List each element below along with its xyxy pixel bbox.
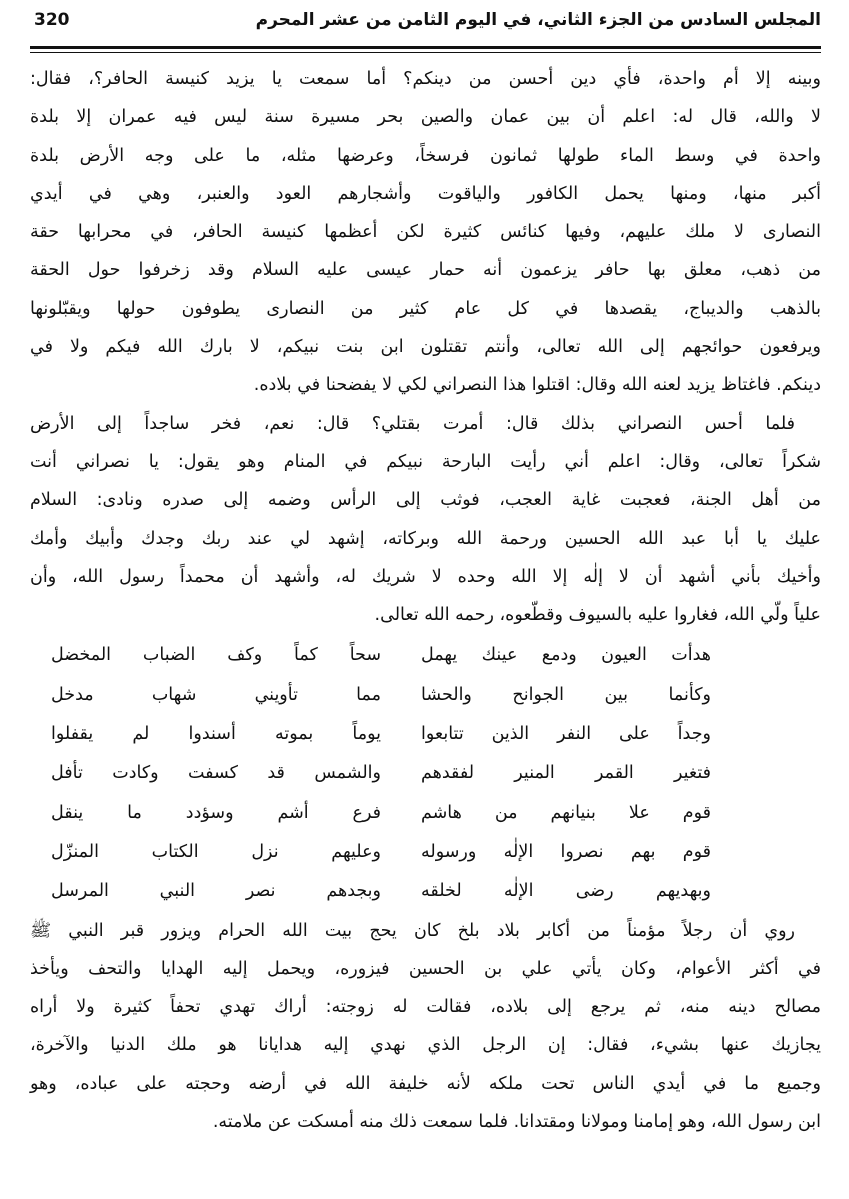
text-line: واحدة في وسط الماء طولها ثمانون فرسخاً، وعرضها مثله، ما على وجه الأرض بلدة — [30, 145, 821, 166]
second-hemistich: وبجدهم نصر النبي المرسل — [51, 881, 381, 902]
text-line: وجميع ما في أيدي الناس تحت ملكه لأنه خليفة الله في أرضه وحجته على عباده، وهو — [30, 1073, 821, 1094]
text-line: وبينه إلا أم واحدة، فأي دين أحسن من دينكم؟ أما سمعت يا يزيد كنيسة الحافر؟، فقال: — [30, 69, 821, 89]
text-line: في أكثر الأعوام، وكان يأتي علي بن الحسين فيزوره، ويحمل إليه الهدايا والتحف ويأخذ — [30, 958, 821, 979]
text-line: لا والله، قال له: اعلم أن بين عمان والصين بحر مسيرة سنة ليس فيه عمران إلا بلدة — [30, 107, 821, 128]
text-line: عليك يا أبا عبد الله الحسين ورحمة الله وبركاته، إشهد لي عند ربك وجدك وأبيك وأمك — [30, 528, 821, 549]
second-hemistich: وعليهم نزل الكتاب المنزّل — [51, 841, 381, 862]
chapter-title: المجلس السادس من الجزء الثاني، في اليوم الثامن من عشر المحرم — [255, 10, 821, 30]
first-hemistich: هدأت العيون ودمع عينك يهمل — [421, 645, 711, 666]
poem-verse — [30, 872, 821, 911]
first-hemistich: وجداً على النفر الذين تتابعوا — [421, 724, 711, 745]
header-rule-thick — [30, 46, 821, 49]
poem-verse — [30, 794, 821, 833]
text-line: مصالح دينه منه، ثم يرجع إلى بلاده، فقالت له زوجته: أراك تهدي تحفاً كثيرة ولا أراه — [30, 997, 821, 1018]
first-hemistich: قوم علا بنيانهم من هاشم — [421, 802, 711, 823]
page-number: 320 — [34, 10, 70, 30]
first-hemistich: وبهديهم رضى الإلٰه لخلقه — [421, 881, 711, 902]
poem-verse — [30, 754, 821, 793]
poem — [30, 636, 821, 911]
text-line: من أهل الجنة، فعجبت غاية العجب، فوثب إلى الرأس وضمه إلى صدره ونادى: السلام — [30, 490, 821, 511]
paragraph-2 — [30, 405, 821, 635]
page-body — [30, 60, 821, 1141]
text-line: ابن رسول الله، وهو إمامنا ومولانا ومقتدانا. فلما سمعت ذلك منه أمسكت عن ملامته. — [212, 1112, 821, 1133]
second-hemistich: مما تأويني شهاب مدخل — [51, 684, 381, 705]
second-hemistich: فرع أشم وسؤدد ما ينقل — [51, 802, 381, 823]
paragraph-3 — [30, 912, 821, 1142]
text-line: فلما أحس النصراني بذلك قال: أمرت بقتلي؟ قال: نعم، فخر ساجداً إلى الأرض — [30, 413, 795, 434]
text-line: دينكم. فاغتاظ يزيد لعنه الله وقال: اقتلوا هذا النصراني لكي لا يفضحنا في بلاده. — [253, 375, 821, 396]
text-line: بالذهب والديباج، يقصدها في كل عام كثير من النصارى يطوفون حولها ويقبّلونها — [30, 298, 821, 319]
poem-verse — [30, 636, 821, 675]
running-header — [30, 8, 821, 38]
first-hemistich: وكأنما بين الجوانح والحشا — [421, 684, 711, 705]
paragraph-1 — [30, 60, 821, 405]
text-line: أكبر منها، ومنها يحمل الكافور والياقوت وأشجارهم العود والعنبر، وهي في أيدي — [30, 183, 821, 204]
poem-verse — [30, 715, 821, 754]
text-line: وأخيك بأني أشهد أن لا إلٰه إلا الله وحده لا شريك له، وأشهد أن محمداً رسول الله، وأن — [30, 566, 821, 587]
text-line: علياً ولّي الله، فغاروا عليه بالسيوف وقطّعوه، رحمه الله تعالى. — [374, 605, 821, 626]
poem-verse — [30, 676, 821, 715]
second-hemistich: والشمس قد كسفت وكادت تأفل — [51, 763, 381, 784]
second-hemistich: يوماً بموته أسندوا لم يقفلوا — [51, 724, 381, 745]
first-hemistich: قوم بهم نصروا الإلٰه ورسوله — [421, 841, 711, 862]
text-line: من ذهب، معلق بها حافر يزعمون أنه حمار عيسى عليه السلام وقد زخرفوا حول الحقة — [30, 260, 821, 281]
text-line: شكراً تعالى، وقال: اعلم أني رأيت البارحة نبيكم في المنام وهو يقول: يا نصراني أنت — [30, 451, 821, 472]
second-hemistich: سحاً كماً وكف الضباب المخضل — [51, 645, 381, 666]
text-line: روي أن رجلاً مؤمناً من أكابر بلاد بلخ كان يحج بيت الله الحرام ويزور قبر النبي ﷺ — [30, 920, 795, 941]
text-line: يجازيك عنها بشيء، فقال: إن الرجل الذي نهدي إليه هدايانا هو ملك الدنيا والآخرة، — [30, 1035, 821, 1056]
text-line: ويرفعون حوائجهم إلى الله تعالى، وأنتم تقتلون ابن بنت نبيكم، لا بارك الله فيكم ولا في — [30, 337, 821, 358]
poem-verse — [30, 833, 821, 872]
first-hemistich: فتغير القمر المنير لفقدهم — [421, 763, 711, 784]
text-line: النصارى لا ملك عليهم، وفيها كنائس كثيرة لكن أعظمها كنيسة الحافر، في محرابها حقة — [30, 222, 821, 243]
header-rule-thin — [30, 52, 821, 53]
